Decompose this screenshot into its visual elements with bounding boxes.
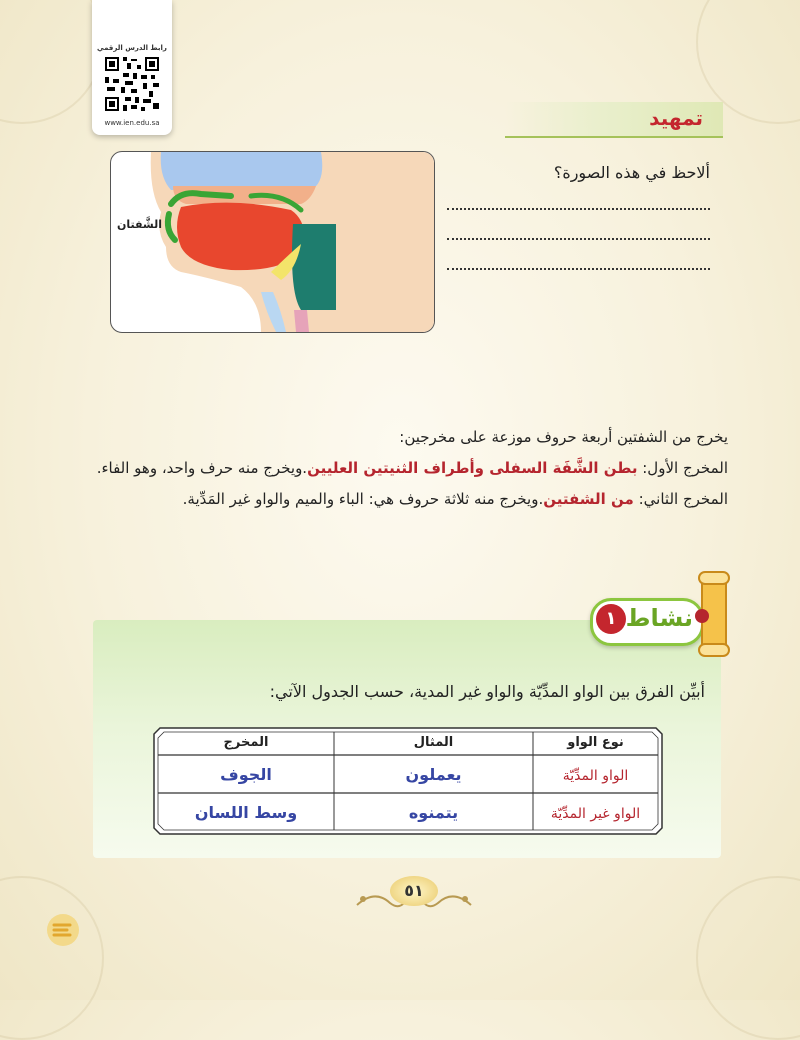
- activity-title: نشاط: [625, 604, 693, 632]
- row2-vav-type: الواو غير المدِّيّة: [550, 806, 641, 822]
- answer-line-3[interactable]: [447, 268, 710, 270]
- observation-question: ألاحظ في هذه الصورة؟: [553, 163, 710, 182]
- corner-ornament-bottom-left: [0, 876, 104, 1040]
- intro-line-2-prefix: المخرج الأول:: [637, 459, 728, 477]
- header-exit-point: المخرج: [223, 735, 269, 750]
- section-title: تمهيد: [649, 106, 703, 130]
- row1-exit-point: الجوف: [220, 765, 272, 784]
- comparison-table: [148, 722, 668, 840]
- mouth-diagram-icon: [111, 152, 434, 332]
- publisher-logo-icon: [45, 912, 81, 948]
- scroll-icon: [694, 568, 734, 660]
- corner-ornament-top-left: [0, 0, 104, 124]
- activity-number: ١: [596, 604, 626, 634]
- header-vav-type: نوع الواو: [567, 735, 624, 750]
- section-header: [505, 102, 723, 138]
- answer-line-2[interactable]: [447, 238, 710, 240]
- corner-ornament-bottom-right: [696, 876, 800, 1040]
- activity-instruction: أبيِّن الفرق بين الواو المدِّيّة والواو غير المدية، حسب الجدول الآتي:: [269, 682, 705, 701]
- intro-line-2: [97, 459, 728, 477]
- mouth-anatomy-figure: [110, 151, 435, 333]
- lips-label: الشَّفتان: [117, 218, 163, 231]
- intro-line-3: [183, 490, 728, 508]
- intro-line-2-highlight: بطن الشَّفَة السفلى وأطراف الثنيتين العليين: [307, 459, 638, 477]
- intro-line-2-suffix: .ويخرج منه حرف واحد، وهو الفاء.: [96, 459, 308, 477]
- answer-line-1[interactable]: [447, 208, 710, 210]
- intro-line-3-suffix: .ويخرج منه ثلاثة حروف هي: الباء والميم والواو غير المَدِّية.: [182, 490, 544, 508]
- header-example: المثال: [413, 735, 454, 750]
- row2-example: يتمنوه: [408, 803, 459, 822]
- activity-badge: [590, 598, 704, 646]
- page-number: ٥١: [390, 876, 438, 906]
- row1-example: يعملون: [405, 765, 462, 784]
- intro-line-1: يخرج من الشفتين أربعة حروف موزعة على مخرجين:: [399, 428, 728, 446]
- qr-url[interactable]: www.ien.edu.sa: [104, 119, 160, 127]
- row1-vav-type: الواو المدِّيّة: [562, 768, 629, 784]
- qr-card[interactable]: [92, 0, 172, 135]
- intro-line-3-prefix: المخرج الثاني:: [633, 490, 728, 508]
- intro-line-3-highlight: من الشفتين: [543, 490, 634, 508]
- qr-code-icon[interactable]: [103, 55, 161, 113]
- row2-exit-point: وسط اللسان: [194, 803, 298, 822]
- qr-title: رابط الدرس الرقمي: [97, 44, 167, 52]
